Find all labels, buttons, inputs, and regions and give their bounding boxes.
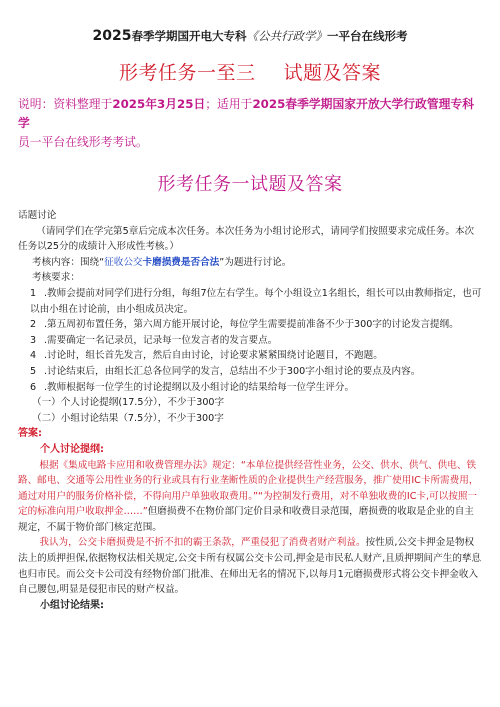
topic-highlight-1: 征收公交 bbox=[104, 256, 143, 268]
answer-paragraph-2 bbox=[18, 535, 482, 597]
requirement-number: 3 bbox=[30, 334, 37, 346]
content-intro-text: （请同学们在学完第5章后完成本次任务。本次任务为小组讨论形式，请同学们按照要求完成任务。本次任务以25分的成绩计入形成性考核。） bbox=[18, 225, 475, 253]
requirement-text: .教师会提前对同学们进行分组，每组7位左右学生。每个小组设立1名组长，组长可以由教师指定，也可以由小组在讨论前，由小组成员决定。 bbox=[30, 287, 482, 315]
main-title bbox=[18, 58, 482, 85]
requirements-label: 考核要求： bbox=[32, 272, 80, 284]
group-result-label: 小组讨论结果: bbox=[40, 599, 104, 611]
description-date: 2025年3月25日 bbox=[112, 97, 206, 111]
requirement-text: .讨论时，组长首先发言，然后自由讨论，讨论要求紧紧围绕讨论题目，不跑题。 bbox=[44, 350, 383, 362]
content-heading: 话题讨论 bbox=[18, 210, 57, 221]
header-after: 一平台在线形考 bbox=[326, 29, 408, 43]
header-course: 《公共行政学》 bbox=[246, 29, 327, 43]
topic-prefix: 考核内容：围绕“ bbox=[32, 256, 105, 268]
header-before: 春季学期国开电大专科 bbox=[131, 29, 247, 43]
requirement-number: 6 bbox=[30, 381, 37, 393]
document-header bbox=[18, 0, 482, 44]
requirement-item bbox=[18, 317, 482, 333]
answer-paragraph-1-text: 但磨损费不在物价部门定价目录和收费目录范围，磨损费的收取是企业的自主规定，不属于物价部门核定范围。 bbox=[18, 506, 474, 533]
answer-label: 答案: bbox=[18, 428, 42, 440]
requirement-item bbox=[18, 380, 482, 396]
personal-outline-label: 个人讨论提纲: bbox=[40, 443, 104, 455]
header-year: 2025 bbox=[92, 28, 132, 44]
content-topic bbox=[18, 255, 482, 271]
main-title-part2: 试题及答案 bbox=[283, 62, 382, 84]
requirement-number: 5 bbox=[30, 365, 37, 377]
requirement-item bbox=[18, 333, 482, 349]
document-body bbox=[18, 208, 482, 613]
description-text3: 员一平台在线形考考试。 bbox=[18, 135, 148, 149]
requirement-text: .第五周初布置任务，第六周方能开展讨论，每位学生需要提前准备不少于300字的讨论发言提纲。 bbox=[44, 319, 459, 331]
description-text2: ；适用于 bbox=[205, 97, 253, 111]
answer-paragraph-2-text: 按性质,公交卡押金是物权法上的质押担保,依据物权法相关规定,公交卡所有权属公交卡公司,押金是市民私人财产,且质押期间产生的孳息也归市民。而公交卡公司没有经物价部门批准、在师出无名的情况下,以每月1元磨损费形式将公交卡押金收入自己腰包,明显是侵犯市民的财产权益。 bbox=[18, 537, 482, 596]
requirement-item bbox=[18, 286, 482, 317]
requirement-text: .教师根据每一位学生的讨论提纲以及小组讨论的结果给每一位学生评分。 bbox=[44, 381, 355, 393]
description-text1: 说明：资料整理于 bbox=[18, 97, 113, 111]
description bbox=[18, 95, 482, 152]
answer-paragraph-1 bbox=[18, 458, 482, 536]
requirement-item bbox=[18, 364, 482, 380]
section-title: 形考任务一试题及答案 bbox=[157, 174, 343, 195]
score-item-personal: （一）个人讨论提纲(17.5分），不少于300字 bbox=[32, 397, 225, 409]
requirement-text: .讨论结束后，由组长汇总各位同学的发言，总结出不少于300字小组讨论的要点及内容。 bbox=[44, 365, 421, 377]
score-item-group: （二）小组讨论结果（7.5分），不少于300字 bbox=[32, 412, 224, 424]
requirement-number: 4 bbox=[30, 350, 37, 362]
requirement-item bbox=[18, 348, 482, 364]
answer-paragraph-1-highlight: 根据《集成电路卡应用和收费管理办法》规定：“本单位提供经营性业务，公交、供水、供气、供电、铁路、邮电、交通等公用性业务的行业或具有行业垄断性质的企业提供生产经营服务，推广使用IC卡所需费用，通过对用户的服务价格补偿，不得向用户单独收取费用。”“为控制发行费用，对不单独收费的IC卡,可以按照一定的标准向用户收取押金……” bbox=[18, 459, 479, 518]
requirement-number: 1 bbox=[30, 287, 37, 299]
topic-suffix: ”为题进行讨论。 bbox=[219, 256, 292, 268]
main-title-part1: 形考任务一至三 bbox=[118, 62, 256, 84]
topic-highlight-2: 卡磨损费是否合法 bbox=[142, 256, 220, 268]
answer-paragraph-2-highlight: 我认为，公交卡磨损费是不折不扣的霸王条款，严重侵犯了消费者财产利益。 bbox=[39, 537, 366, 549]
description-scope: 2025春季学期国家开放大学行政管理专科学 bbox=[18, 97, 475, 130]
requirement-text: .需要确定一名记录员，记录每一位发言者的发言要点。 bbox=[44, 334, 278, 346]
content-intro bbox=[18, 224, 482, 255]
requirement-number: 2 bbox=[30, 319, 37, 331]
